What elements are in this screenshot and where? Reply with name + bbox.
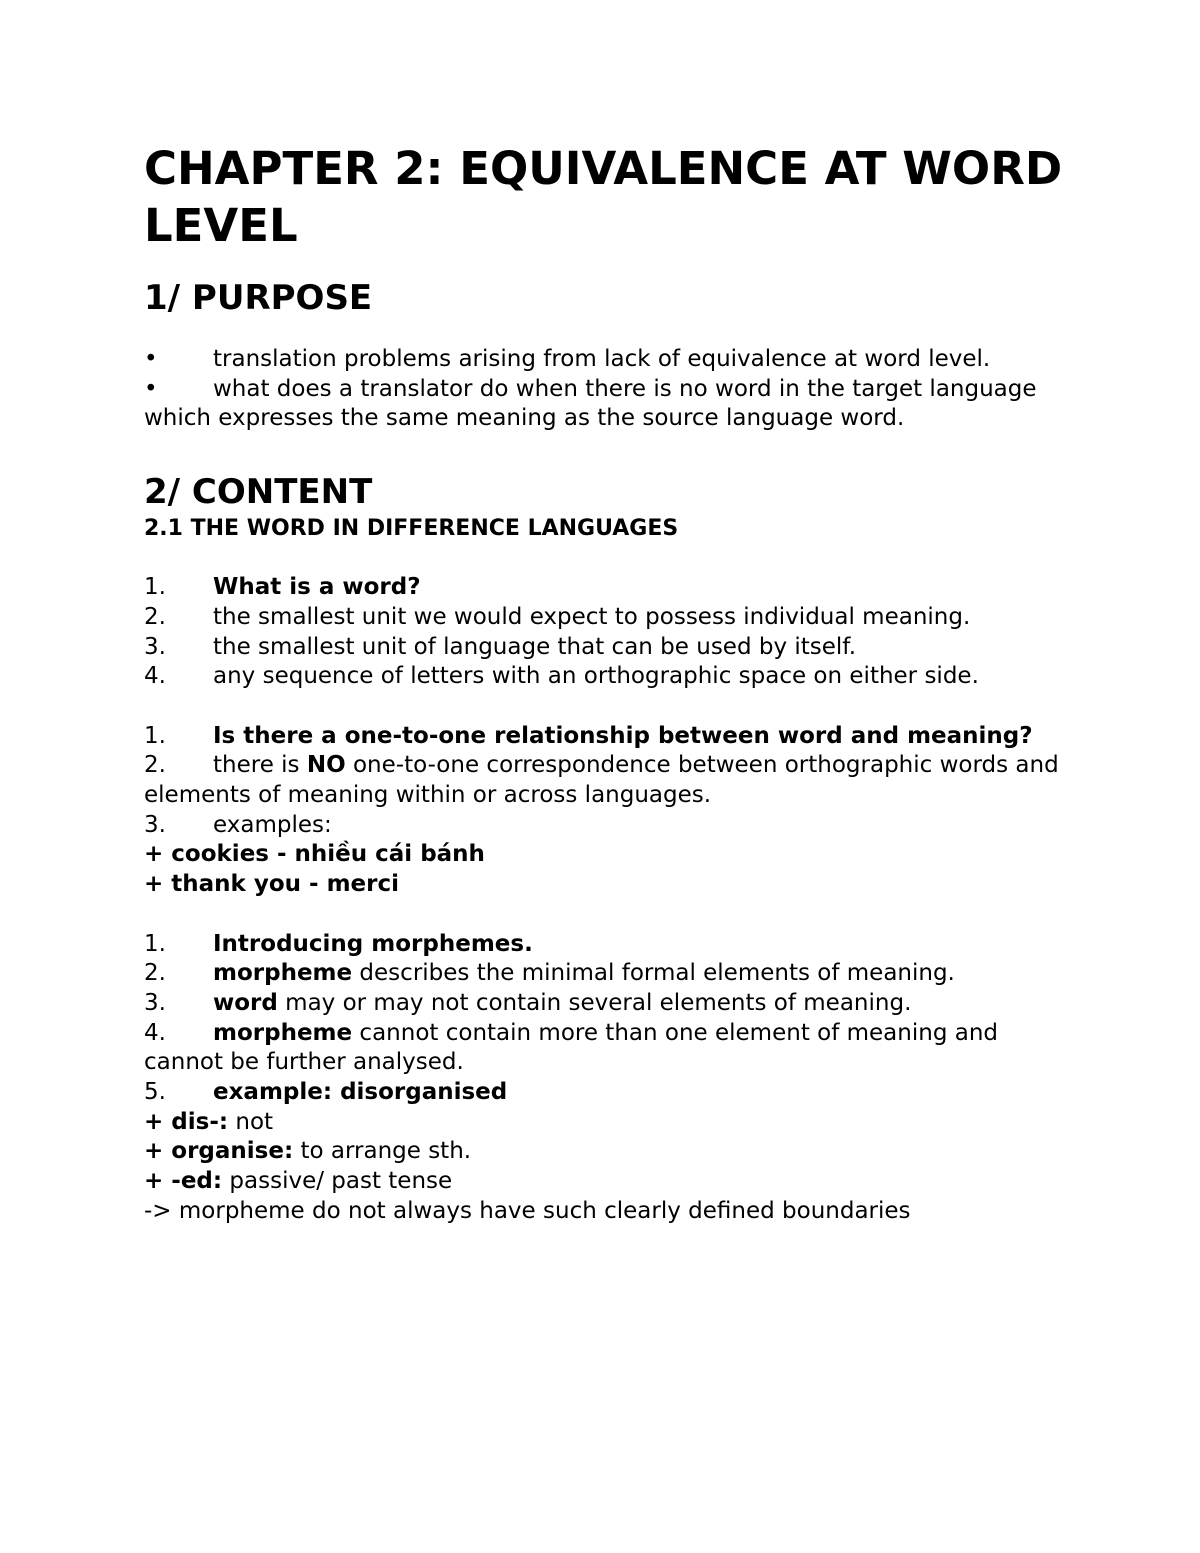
item-text: Is there a one-to-one relationship between word and meaning? — [213, 722, 1033, 749]
purpose-bullet — [144, 375, 1064, 434]
item-number: 3. — [144, 989, 166, 1016]
item-text: the smallest unit we would expect to possess individual meaning. — [213, 603, 971, 630]
conclusion-line: -> morpheme do not always have such clearly defined boundaries — [144, 1197, 911, 1224]
item-number: 1. — [144, 722, 166, 749]
item-text-pre: there is — [213, 752, 307, 779]
item-text: Introducing morphemes. — [213, 930, 533, 957]
purpose-heading: 1/ PURPOSE — [144, 278, 373, 318]
example-line: + cookies - nhiều cái bánh — [144, 841, 485, 868]
part-text: to arrange sth. — [293, 1138, 472, 1165]
item-number: 3. — [144, 811, 166, 838]
part-text: passive/ past tense — [222, 1168, 453, 1195]
morpheme-part — [144, 1167, 1064, 1197]
bullet-text: what does a translator do when there is no word in the target language which expresses the same meaning as the source language word. — [144, 375, 1037, 432]
document-page — [144, 140, 1064, 1227]
bullet-marker: • — [144, 375, 158, 402]
item-text: the smallest unit of language that can be used by itself. — [213, 633, 857, 660]
item-number: 2. — [144, 960, 166, 987]
item-text: What is a word? — [213, 574, 421, 601]
item-number: 2. — [144, 603, 166, 630]
part-term: + -ed: — [144, 1168, 223, 1195]
part-term: + dis-: — [144, 1108, 229, 1135]
numbered-item — [144, 633, 1064, 663]
item-text-bold: NO — [306, 752, 346, 779]
numbered-item — [144, 959, 1064, 989]
numbered-item — [144, 811, 1064, 841]
item-number: 1. — [144, 574, 166, 601]
item-term: morpheme — [213, 1019, 353, 1046]
item-term: word — [213, 989, 278, 1016]
numbered-item — [144, 603, 1064, 633]
morpheme-part — [144, 1108, 1064, 1138]
bullet-marker: • — [144, 346, 158, 372]
item-term: morpheme — [213, 960, 353, 987]
content-heading: 2/ CONTENT — [144, 472, 373, 513]
numbered-item — [144, 662, 1064, 692]
numbered-item — [144, 722, 1064, 752]
part-text: not — [228, 1108, 274, 1135]
item-number: 5. — [144, 1079, 166, 1106]
numbered-item — [144, 751, 1064, 810]
item-number: 3. — [144, 633, 166, 660]
content-subheading: 2.1 THE WORD IN DIFFERENCE LANGUAGES — [144, 516, 679, 542]
item-text: cannot contain more than one element of meaning and cannot be further analysed. — [144, 1019, 999, 1076]
item-number: 2. — [144, 752, 166, 779]
chapter-title: CHAPTER 2: EQUIVALENCE AT WORD LEVEL — [144, 142, 1063, 252]
item-number: 4. — [144, 663, 166, 690]
example-line: + thank you - merci — [144, 871, 399, 898]
item-number: 1. — [144, 930, 166, 957]
item-text: example: disorganised — [213, 1079, 508, 1106]
bullet-text: translation problems arising from lack of equivalence at word level. — [213, 346, 991, 372]
numbered-item — [144, 573, 1064, 603]
numbered-item — [144, 930, 1064, 960]
numbered-item — [144, 1078, 1064, 1108]
purpose-bullet — [144, 345, 1064, 375]
item-text: may or may not contain several elements of meaning. — [277, 989, 912, 1016]
part-term: + organise: — [144, 1138, 294, 1165]
item-text: describes the minimal formal elements of meaning. — [352, 960, 955, 987]
item-number: 4. — [144, 1019, 166, 1046]
item-text-post: one-to-one correspondence between orthographic words and elements of meaning within or across languages. — [144, 752, 1059, 809]
numbered-item — [144, 1019, 1064, 1078]
item-text: examples: — [213, 811, 332, 838]
item-text: any sequence of letters with an orthographic space on either side. — [213, 663, 979, 690]
morpheme-part — [144, 1137, 1064, 1167]
numbered-item — [144, 989, 1064, 1019]
